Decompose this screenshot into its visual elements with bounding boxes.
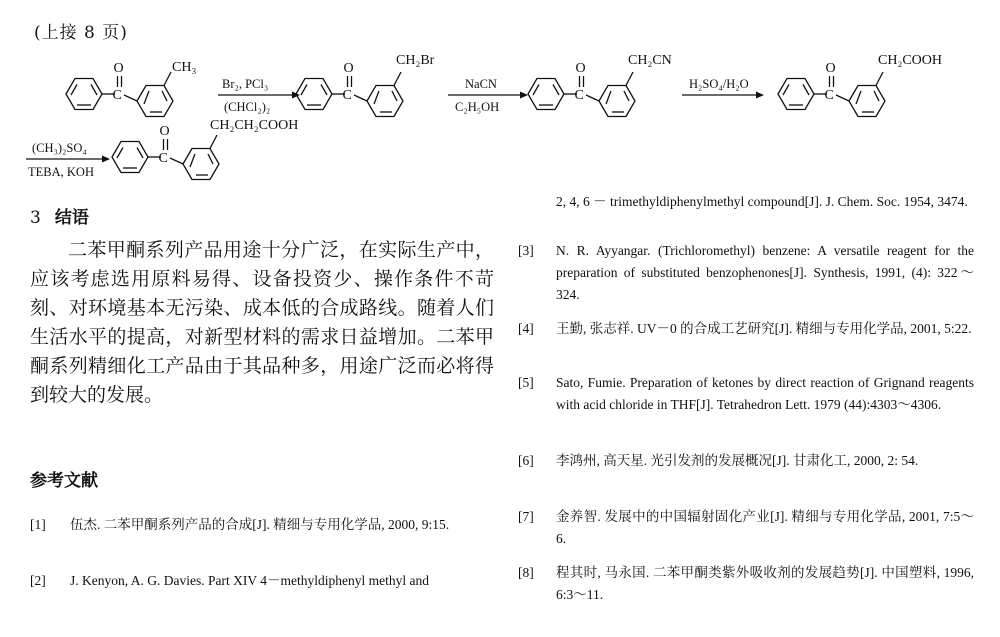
- molecule-3-benzoylphenylacetic-acid: [778, 53, 942, 117]
- carbonyl-carbon-label: C: [574, 88, 584, 103]
- references-heading: 参考文献: [30, 471, 98, 491]
- section-title: 结语: [54, 208, 89, 228]
- molecule-3-cyanomethylbenzophenone: [528, 53, 672, 117]
- carbonyl-carbon-label: C: [158, 151, 168, 166]
- arrow-1-reagent: Br₂, PCl₃: [222, 77, 269, 91]
- carbonyl-oxygen-label: O: [159, 124, 170, 139]
- arrow-3-reagent: H₂SO₄/H₂O: [689, 77, 749, 91]
- substituent-label: CH₂CN: [628, 53, 672, 68]
- reaction-scheme: [0, 0, 1000, 200]
- section-heading: [30, 203, 89, 228]
- continued-note: (上接 8 页): [34, 23, 128, 43]
- carbonyl-oxygen-label: O: [575, 61, 586, 76]
- reference-text: J. Kenyon, A. G. Davies. Part XIV 4－methyldiphenyl methyl and: [70, 573, 429, 588]
- reference-text: 程其时, 马永国. 二苯甲酮类紫外吸收剂的发展趋势[J]. 中国塑料, 1996, 6:3～11.: [556, 565, 974, 602]
- molecule-3-benzoylphenylpropionic-acid: [112, 118, 298, 180]
- substituent-label: CH₂Br: [396, 53, 435, 68]
- conclusion-text: 二苯甲酮系列产品用途十分广泛，在实际生产中，应该考虑选用原料易得、设备投资少、操作条件不苛刻、对环境基本无污染、成本低的合成路线。随着人们生活水平的提高，对新型材料的需求日益增加。二苯甲酮系列精细化工产品由于其品种多，用途广泛而必将得到较大的发展。: [30, 239, 494, 406]
- reference-number: [3]: [518, 243, 534, 258]
- reference-text: 2, 4, 6 － trimethyldiphenylmethyl compound[J]. J. Chem. Soc. 1954, 3474.: [556, 194, 968, 209]
- reference-number: [4]: [518, 321, 534, 336]
- substituent-label: CH₂CH₂COOH: [210, 118, 299, 133]
- reaction-arrow-1: [218, 77, 300, 114]
- substituent-label: CH₂COOH: [878, 53, 942, 68]
- reference-text: N. R. Ayyangar. (Trichloromethyl) benzene: A versatile reagent for the preparation of substituted benzophenones[J]. Synthesis, 1991, (4): 322～324.: [556, 243, 974, 302]
- conclusion-paragraph: [30, 236, 494, 410]
- carbonyl-carbon-label: C: [342, 88, 352, 103]
- substituent-label: CH₃: [172, 60, 197, 75]
- reference-number: [8]: [518, 565, 534, 580]
- arrow-2-solvent: C₂H₅OH: [455, 100, 500, 114]
- molecule-3-bromomethylbenzophenone: [296, 53, 435, 117]
- reference-text: 金养智. 发展中的中国辐射固化产业[J]. 精细与专用化学品, 2001, 7:5～6.: [556, 509, 974, 546]
- reference-text: Sato, Fumie. Preparation of ketones by direct reaction of Grignand reagents with acid chloride in THF[J]. Tetrahedron Lett. 1979 (44):4303～4306.: [556, 375, 974, 412]
- reference-number: [1]: [30, 517, 46, 532]
- arrow-1-solvent: (CHCl₂)₂: [224, 100, 271, 114]
- carbonyl-carbon-label: C: [824, 88, 834, 103]
- reference-text: 伍杰. 二苯甲酮系列产品的合成[J]. 精细与专用化学品, 2000, 9:15.: [70, 517, 450, 532]
- reference-item-2-continued: [556, 191, 974, 213]
- arrow-4-reagent: (CH₃)₂SO₄: [32, 141, 87, 155]
- carbonyl-oxygen-label: O: [343, 61, 354, 76]
- reaction-arrow-3: [682, 77, 764, 99]
- section-number: 3: [30, 208, 41, 228]
- arrow-2-reagent: NaCN: [465, 77, 497, 91]
- reference-text: 李鸿州, 高天星. 光引发剂的发展概况[J]. 甘肃化工, 2000, 2: 54.: [556, 453, 919, 468]
- reference-number: [7]: [518, 509, 534, 524]
- molecule-3-methylbenzophenone: [66, 60, 196, 117]
- reference-number: [5]: [518, 375, 534, 390]
- reaction-arrow-2: [448, 77, 528, 114]
- reference-text: 王勤, 张志祥. UV－0 的合成工艺研究[J]. 精细与专用化学品, 2001, 5:22.: [556, 321, 972, 336]
- reaction-arrow-4: [26, 141, 110, 179]
- reference-number: [6]: [518, 453, 534, 468]
- carbonyl-carbon-label: C: [112, 88, 122, 103]
- reference-number: [2]: [30, 573, 46, 588]
- carbonyl-oxygen-label: O: [825, 61, 836, 76]
- arrow-4-catalyst: TEBA, KOH: [28, 165, 94, 179]
- carbonyl-oxygen-label: O: [113, 61, 124, 76]
